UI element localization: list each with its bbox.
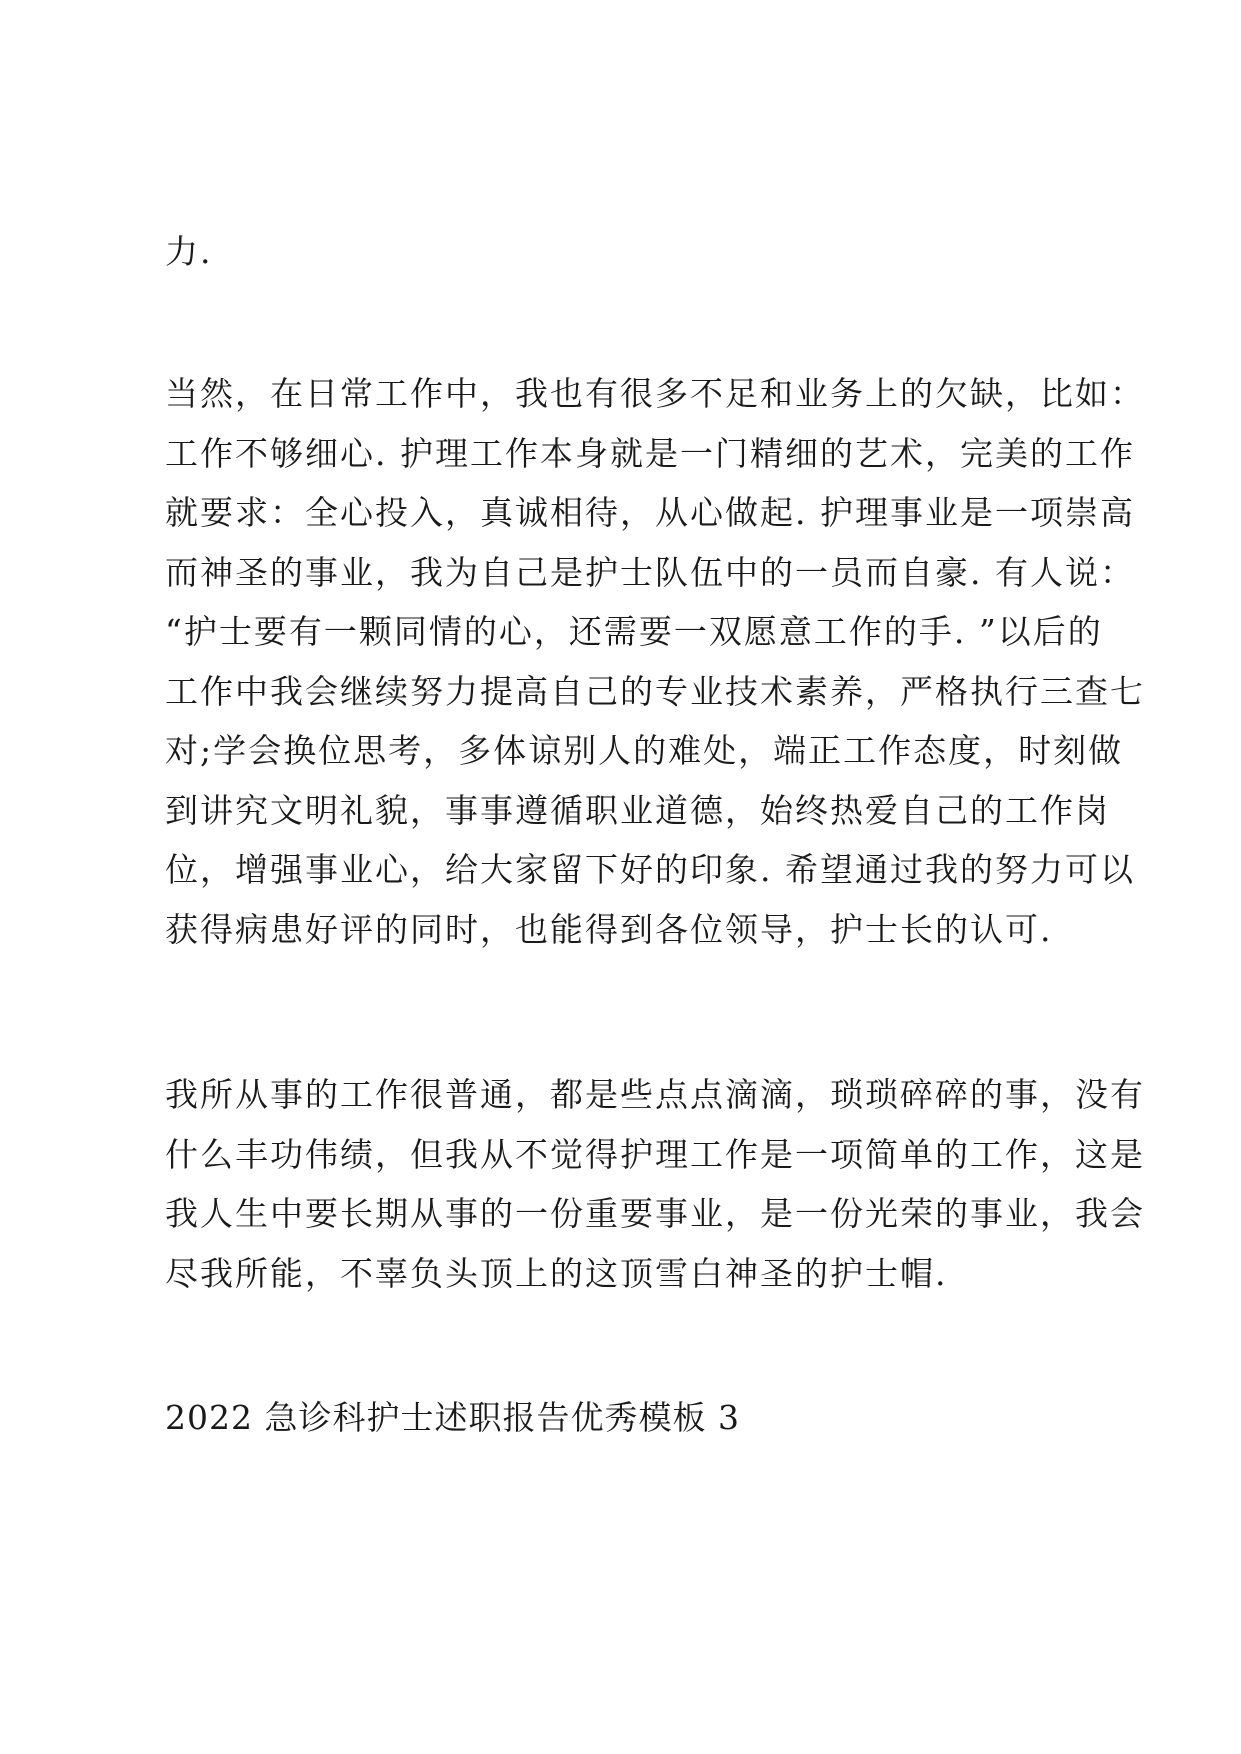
paragraph-line: 对;学会换位思考，多体谅别人的难处，端正工作态度，时刻做 [165,731,1124,770]
paragraph-line: 什么丰功伟绩，但我从不觉得护理工作是一项简单的工作，这是 [165,1134,1145,1174]
paragraph-line: 获得病患好评的同时，也能得到各位领导，护士长的认可. [165,909,1053,949]
paragraph-line: “护士要有一颗同情的心，还需要一双愿意工作的手. ”以后的 [165,612,1103,651]
paragraph-line: 尽我所能，不辜负头顶上的这顶雪白神圣的护士帽. [165,1253,948,1293]
paragraph-work-attitude [165,1065,1145,1303]
paragraph-shortcomings [165,364,1145,959]
section-heading [165,1388,1095,1448]
section-heading-text: 2022 急诊科护士述职报告优秀模板 3 [165,1398,740,1437]
paragraph-line: 就要求：全心投入，真诚相待，从心做起. 护理事业是一项崇高 [165,493,1135,532]
paragraph-line: 我所从事的工作很普通，都是些点点滴滴，琐琐碎碎的事，没有 [165,1075,1145,1114]
paragraph-line: 位，增强事业心，给大家留下好的印象. 希望通过我的努力可以 [165,850,1135,889]
paragraph-line: 到讲究文明礼貌，事事遵循职业道德，始终热爱自己的工作岗 [165,790,1110,830]
paragraph-line: 工作不够细心. 护理工作本身就是一门精细的艺术，完美的工作 [165,433,1135,473]
paragraph-line: 工作中我会继续努力提高自己的专业技术素养，严格执行三查七 [165,671,1145,711]
paragraph-line: 我人生中要长期从事的一份重要事业，是一份光荣的事业，我会 [165,1194,1145,1233]
paragraph-line: 当然，在日常工作中，我也有很多不足和业务上的欠缺，比如： [165,374,1145,413]
paragraph-continuation [165,222,1095,282]
paragraph-line: 力. [165,232,213,271]
paragraph-line: 而神圣的事业，我为自己是护士队伍中的一员而自豪. 有人说： [165,552,1135,592]
